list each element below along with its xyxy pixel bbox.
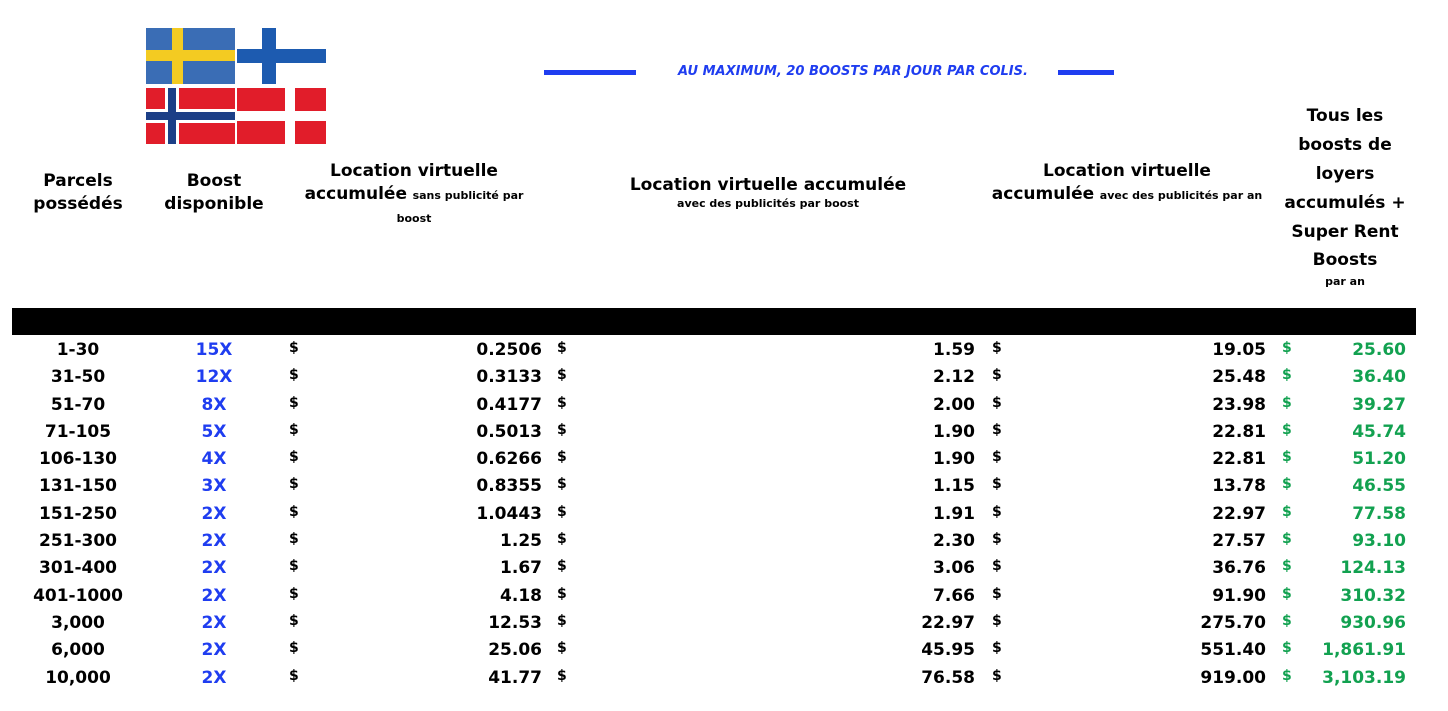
rent-ads-boost-cell: 2.30 (933, 531, 975, 552)
rent-no-ads-cell: 0.3133 (476, 367, 542, 388)
header-virtual-rent-ads-per-boost (590, 174, 946, 212)
dollar-sign: $ (557, 503, 567, 520)
dollar-sign: $ (289, 640, 299, 657)
rent-no-ads-cell: 0.2506 (476, 340, 542, 360)
denmark-flag (237, 88, 326, 144)
dollar-sign: $ (557, 640, 567, 657)
dollar-sign: $ (992, 531, 1002, 548)
dollar-sign: $ (557, 449, 567, 466)
rent-no-ads-cell: 0.4177 (476, 394, 542, 415)
header-parcels: Parcels possédés (33, 171, 123, 214)
max-boost-banner (544, 62, 1114, 82)
boost-cell: 2X (201, 612, 227, 633)
dollar-sign: $ (1282, 394, 1292, 411)
rent-no-ads-cell: 4.18 (500, 585, 542, 606)
rent-ads-boost-cell: 45.95 (921, 640, 975, 661)
dollar-sign: $ (557, 558, 567, 575)
boost-cell: 4X (201, 449, 227, 470)
table-row (0, 473, 1448, 500)
boost-cell: 2X (201, 558, 227, 579)
table-header-bar (12, 308, 1416, 335)
dollar-sign: $ (1282, 558, 1292, 575)
dollar-sign: $ (289, 585, 299, 602)
dollar-sign: $ (557, 667, 567, 684)
dollar-sign: $ (289, 367, 299, 384)
parcels-cell: 71-105 (44, 421, 112, 442)
parcels-cell: 6,000 (51, 640, 105, 661)
dollar-sign: $ (289, 476, 299, 493)
all-boosts-year-cell: 77.58 (1352, 503, 1406, 524)
dollar-sign: $ (992, 667, 1002, 684)
rent-ads-boost-cell: 3.06 (933, 558, 975, 579)
boost-cell: 2X (201, 667, 227, 688)
table-row (0, 419, 1448, 446)
dollar-sign: $ (1282, 612, 1292, 629)
dollar-sign: $ (992, 558, 1002, 575)
all-boosts-year-cell: 25.60 (1352, 340, 1406, 360)
dollar-sign: $ (289, 421, 299, 438)
dollar-sign: $ (1282, 476, 1292, 493)
dollar-sign: $ (1282, 449, 1292, 466)
rent-ads-boost-cell: 76.58 (921, 667, 975, 688)
rent-ads-year-cell: 36.76 (1212, 558, 1266, 579)
rent-ads-year-cell: 551.40 (1200, 640, 1266, 661)
dollar-sign: $ (992, 585, 1002, 602)
boost-cell: 12X (195, 367, 233, 388)
rent-ads-year-cell: 23.98 (1212, 394, 1266, 415)
all-boosts-year-cell: 3,103.19 (1322, 667, 1406, 688)
rent-ads-boost-cell: 1.15 (933, 476, 975, 497)
table-row (0, 555, 1448, 582)
banner-text: AU MAXIMUM, 20 BOOSTS PAR JOUR PAR COLIS. (678, 64, 1028, 79)
rent-ads-boost-cell: 2.00 (933, 394, 975, 415)
dollar-sign: $ (289, 558, 299, 575)
table-row (0, 364, 1448, 391)
finland-flag (237, 28, 326, 84)
header-boost: Boost disponible (164, 171, 264, 214)
dollar-sign: $ (1282, 340, 1292, 356)
parcels-cell: 51-70 (50, 394, 106, 415)
dollar-sign: $ (557, 612, 567, 629)
table-row (0, 610, 1448, 637)
all-boosts-year-cell: 51.20 (1352, 449, 1406, 470)
dollar-sign: $ (289, 612, 299, 629)
dollar-sign: $ (1282, 421, 1292, 438)
rent-no-ads-cell: 41.77 (488, 667, 542, 688)
dollar-sign: $ (992, 503, 1002, 520)
dollar-sign: $ (557, 531, 567, 548)
table-row (0, 583, 1448, 610)
rent-no-ads-cell: 1.25 (500, 531, 542, 552)
dollar-sign: $ (992, 640, 1002, 657)
dollar-sign: $ (1282, 503, 1292, 520)
rent-ads-boost-cell: 1.90 (933, 449, 975, 470)
rent-ads-boost-cell: 1.90 (933, 421, 975, 442)
dollar-sign: $ (1282, 667, 1292, 684)
dollar-sign: $ (1282, 640, 1292, 657)
boost-cell: 5X (201, 421, 227, 442)
boost-cell: 2X (201, 640, 227, 661)
parcels-cell: 3,000 (51, 612, 105, 633)
dollar-sign: $ (992, 449, 1002, 466)
all-boosts-year-cell: 1,861.91 (1322, 640, 1406, 661)
banner-line-left (544, 70, 636, 75)
all-boosts-year-cell: 45.74 (1352, 421, 1406, 442)
all-boosts-year-cell: 39.27 (1352, 394, 1406, 415)
dollar-sign: $ (289, 531, 299, 548)
boost-cell: 2X (201, 503, 227, 524)
flags-group (146, 28, 326, 144)
rent-ads-boost-cell: 22.97 (921, 612, 975, 633)
table-row (0, 528, 1448, 555)
rent-ads-boost-cell: 7.66 (933, 585, 975, 606)
dollar-sign: $ (557, 367, 567, 384)
parcels-cell: 151-250 (38, 503, 118, 524)
rent-ads-year-cell: 19.05 (1212, 340, 1266, 360)
dollar-sign: $ (992, 612, 1002, 629)
table-row (0, 665, 1448, 692)
dollar-sign: $ (992, 394, 1002, 411)
header-vr2-sub: avec des publicités par boost (677, 196, 859, 210)
dollar-sign: $ (992, 367, 1002, 384)
rent-ads-year-cell: 13.78 (1212, 476, 1266, 497)
table-row (0, 501, 1448, 528)
table-row (0, 337, 1448, 364)
all-boosts-year-cell: 46.55 (1352, 476, 1406, 497)
banner-line-right (1058, 70, 1114, 75)
rent-ads-year-cell: 25.48 (1212, 367, 1266, 388)
dollar-sign: $ (992, 476, 1002, 493)
boost-cell: 2X (201, 531, 227, 552)
dollar-sign: $ (557, 340, 567, 356)
header-vr2-main: Location virtuelle accumulée (629, 175, 907, 195)
parcels-cell: 10,000 (45, 667, 111, 688)
norway-flag (146, 88, 235, 144)
header-virtual-rent-ads-per-year (990, 160, 1264, 206)
dollar-sign: $ (1282, 531, 1292, 548)
dollar-sign: $ (289, 394, 299, 411)
header-all-sub: par an (1325, 275, 1365, 289)
rent-no-ads-cell: 1.0443 (476, 503, 542, 524)
rent-ads-boost-cell: 1.59 (933, 340, 975, 360)
header-all-boosts (1272, 102, 1418, 289)
table-row (0, 637, 1448, 664)
all-boosts-year-cell: 930.96 (1340, 612, 1406, 633)
rent-ads-year-cell: 919.00 (1200, 667, 1266, 688)
parcels-cell: 301-400 (38, 558, 118, 579)
header-all-main: Tous les boosts de loyers accumulés + Super Rent Boosts (1284, 106, 1406, 271)
rent-no-ads-cell: 1.67 (500, 558, 542, 579)
parcels-cell: 131-150 (38, 476, 118, 497)
header-vr3-main: Location virtuelle accumulée (991, 161, 1211, 204)
header-vr1-main: Location virtuelle accumulée (304, 161, 498, 204)
all-boosts-year-cell: 124.13 (1340, 558, 1406, 579)
dollar-sign: $ (289, 340, 299, 356)
header-vr1-sub: sans publicité par boost (396, 188, 524, 225)
parcels-cell: 1-30 (56, 340, 100, 360)
rent-ads-year-cell: 22.97 (1212, 503, 1266, 524)
rent-no-ads-cell: 25.06 (488, 640, 542, 661)
all-boosts-year-cell: 93.10 (1352, 531, 1406, 552)
dollar-sign: $ (289, 667, 299, 684)
rent-ads-year-cell: 275.70 (1200, 612, 1266, 633)
dollar-sign: $ (557, 394, 567, 411)
table-row (0, 446, 1448, 473)
dollar-sign: $ (992, 421, 1002, 438)
rent-no-ads-cell: 0.8355 (476, 476, 542, 497)
dollar-sign: $ (557, 421, 567, 438)
boost-cell: 3X (201, 476, 227, 497)
dollar-sign: $ (1282, 585, 1292, 602)
header-vr3-sub: avec des publicités par an (1099, 188, 1263, 202)
boost-cell: 8X (201, 394, 227, 415)
rent-table-body (0, 337, 1448, 692)
all-boosts-year-cell: 36.40 (1352, 367, 1406, 388)
dollar-sign: $ (557, 476, 567, 493)
dollar-sign: $ (992, 340, 1002, 356)
dollar-sign: $ (1282, 367, 1292, 384)
rent-ads-year-cell: 22.81 (1212, 421, 1266, 442)
boost-cell: 15X (195, 340, 233, 360)
rent-ads-year-cell: 27.57 (1212, 531, 1266, 552)
dollar-sign: $ (289, 449, 299, 466)
rent-ads-year-cell: 22.81 (1212, 449, 1266, 470)
table-row (0, 392, 1448, 419)
parcels-cell: 401-1000 (33, 585, 123, 606)
rent-no-ads-cell: 0.5013 (476, 421, 542, 442)
rent-no-ads-cell: 12.53 (488, 612, 542, 633)
rent-ads-boost-cell: 1.91 (933, 503, 975, 524)
rent-ads-year-cell: 91.90 (1212, 585, 1266, 606)
parcels-cell: 106-130 (38, 449, 118, 470)
parcels-cell: 31-50 (50, 367, 106, 388)
boost-cell: 2X (201, 585, 227, 606)
header-virtual-rent-no-ads (296, 160, 532, 227)
rent-no-ads-cell: 0.6266 (476, 449, 542, 470)
all-boosts-year-cell: 310.32 (1340, 585, 1406, 606)
dollar-sign: $ (557, 585, 567, 602)
parcels-cell: 251-300 (38, 531, 118, 552)
sweden-flag (146, 28, 235, 84)
rent-ads-boost-cell: 2.12 (933, 367, 975, 388)
dollar-sign: $ (289, 503, 299, 520)
